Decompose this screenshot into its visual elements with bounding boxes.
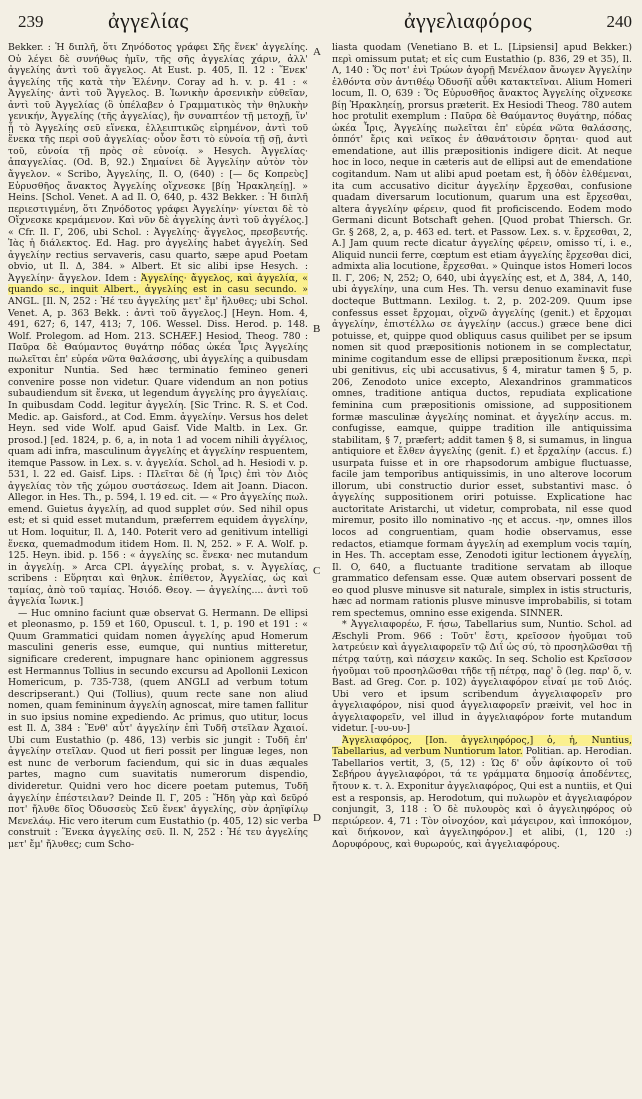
margin-letter-c: C — [313, 565, 321, 577]
highlighted-passage-angelies: Ἀγγελίης· ἄγγελος, καὶ ἀγγελία, « quando sc., inquit Albert., ἀγγελίης est in casu secundo. » — [8, 272, 308, 296]
left-entry-paragraph-1 — [8, 42, 308, 608]
highlighted-headword-angeliaphoros: Ἀγγελιαφόρος, [Ion. ἀγγελιηφόρος,] ὁ, ἡ, Nuntius, Tabellarius, ad verbum Nuntiorum lator. — [332, 734, 632, 758]
left-column — [8, 42, 308, 1094]
left-entry-paragraph-2: — Huc omnino faciunt quæ observat G. Hermann. De ellipsi et pleonasmo, p. 159 et 160, Opuscul. t. 1, p. 190 et 191 : « Quum Grammatici quidam nomen ἀγγελίης apud Homerum masculini generis esse, eumque, qui nuntius mitteretur, significare crederent, impugnare hanc opinionem aggressus est Hermannus Tollius in secundo excursu ad Apollonii Lexicon Homericum, p. 735-738, (quem ANGLI ad verbum totum descripserant.) Qui (Tollius), quum recte sane non aliud nomen, quam femininum ἀγγελίη agnoscat, mire tamen fallitur in suo ipsius nomine expediendo. Ac primus, quo utitur, locus est Il. Δ, 384 : Ἔνθ' αὖτ' ἀγγελίην ἐπὶ Τυδῆ στεῖλαν Ἀχαιοί. Ubi cum Eustathio (p. 486, 13) verbis sic jungit : Τυδῆ ἐπ' ἀγγελίην στεῖλαν. Quod ut fieri possit per linguæ leges, non est nunc de verborum faciendum, qui sic in duas æquales partes, magno cum suavitatis numerorum dispendio, divideretur. Quidni vero hoc dicere poetam putemus, Τυδῆ ἀγγελίην ἐπέστειλαν? Deinde Il. Γ, 205 : Ἤδη γὰρ καὶ δεῦρό ποτ' ἤλυθε δῖος Ὀδυσσεὺς Σεῦ ἕνεκ' ἀγγελίης, σὺν ἀρηϊφίλῳ Μενελάῳ. Hic vero iterum cum Eustathio (p. 405, 12) sic verba construit : Ἕνεκα ἀγγελίης σεῦ. Il. N, 252 : Ἠέ τευ ἀγγελίης μετ' ἔμ' ἤλυθες; cum Scho- — [8, 607, 308, 850]
left-page-number: 239 — [18, 12, 44, 31]
entry-angeliaphoros-text: Politian. ap. Herodian. Tabellarios vertit, 3, (5, 12) : Ὡς δ' οὖν ἀφίκοντο οἱ τοῦ Σεβήρου ἀγγελιαφόροι, τά τε γράμματα δημοσίᾳ ἀποδέντες, ἤτουν κ. τ. λ. Exponitur ἀγγελιαφόρος, Qui est a nuntiis, et Qui est a responsis, ap. Herodotum, qui πυλωρὸν et ἀγγελιαφόρον conjungit, 3, 118 : Ὁ δὲ πυλουρὸς καὶ ὁ ἀγγελιηφόρος οὐ περιώρεον. 4, 71 : Τὸν οἰνοχόον, καὶ μάγειρον, καὶ ἱπποκόμον, καὶ διήκονον, καὶ ἀγγελιηφόρον.] et alibi, (1, 120 :) Δορυφόρους, καὶ θυρωρούς, καὶ ἀγγελιαφόρους. — [332, 746, 632, 850]
right-column — [332, 42, 632, 1094]
entry-angeliaphoreo: * Ἀγγελιαφορέω, F. ήσω, Tabellarius sum, Nuntio. Schol. ad Æschyli Prom. 966 : Τοῦτ' ἔστι, κρεῖσσον ἡγοῦμαι τοῦ λατρεύειν καὶ ἀγγελιαφορεῖν τῷ Διΐ ὡς σύ, τὸ προσηλῶσθαι τῇ πέτρᾳ ταύτῃ, καὶ πάσχειν κακῶς. In seq. Scholio est Κρεῖσσον ἡγοῦμαι τοῦ προσηλῶσθαι τῆδε τῇ πέτρᾳ, παρ' ὃ (leg. παρ' ὅ, v. Bast. ad Greg. Cor. p. 102) ἀγγελιαφόρον εἶναί με τοῦ Διός. Ubi vero et ipsum scribendum ἀγγελιαφορεῖν pro ἀγγελιαφόρον, nisi quod ἀγγελιαφορεῖν præivit, vel hoc in ἀγγελιαφορεῖν, vel illud in ἀγγελιαφόρον forte mutandum videtur. [-υυ-υυ-] — [332, 619, 632, 735]
entry-angeliaphoros — [332, 735, 632, 850]
left-entry-text-continued: ANGL. [Il. N, 252 : Ἠέ τευ ἀγγελίης μετ' ἔμ' ἤλυθες; ubi Schol. Venet. A, p. 363 Bekk. : ἀντὶ τοῦ ἄγγελος.] [Heyn. Hom. 4, 491, 627; 6, 147, 413; 7, 106. Wessel. Diss. Herod. p. 148. Wolf. Prolegom. ad Hom. 213. SCHÆF.] Hesiod. Theog. 780 : Παῦρα δὲ Θαύμαντος θυγάτηρ πόδας ὠκέα Ἶρις Ἀγγελίης πωλεῖται ἐπ' εὐρέα νῶτα θαλάσσης, ubi ἀγγελίης a quibusdam exponitur Nuntia. Sed hæc terminatio femineo generi convenire posse non videtur. Quare videndum an non potius subaudiendum sit ἕνεκα, ut legendum ἀγγελίης pro ἀγγελίαις. In quibusdam Codd. legitur ἀγγελίη. [Sic Trinc. R. S. et Cod. Medic. ap. Gaisford., at Cod. Emm. ἀγγελίην. Versus hos delet Heyn. sed vide Wolf. apud Gaisf. Vide Maltb. in Lex. Gr. prosod.] [ed. 1824, p. 6, a, in nota 1 ad vocem nihili ἀγγέλιος, quam adi infra, masculinum ἀγγελίης et ἀγγελίην respuentem, itemque Passow. in Lex. s. v. ἀγγελία. Schol. ad h. Hesiodi v. p. 531, l. 22 ed. Gaisf. Lips. : Πλεῖται δὲ (ἡ Ἶρις) ἐπὶ τὸν Διὸς ἀγγελίας τὸν τῆς χώμου συστάσεως. Idem ait Joann. Diacon. Allegor. in Hes. Th., p. 594, l. 19 ed. cit. — « Pro ἀγγελίης πωλ. emend. Guietus ἀγγελίῃ, ad quod supplet σύν. Sed nihil opus est; et si quid esset mutandum, præferrem equidem ἀγγελίην, ut Hom. loquitur, Il. Δ, 140. Poterit vero ad genitivum intelligi ἕνεκα, quemadmodum itidem Hom. Il. N, 252. » F. A. Wolf. p. 125. Heyn. ibid. p. 156 : « ἀγγελίης sc. ἕνεκα· nec mutandum in ἀγγελίῃ. » Arca CPl. ἀγγελίης probat, s. v. Ἀγγελίας, scribens : Εὕρηται καὶ θηλυκ. ἐπίθετον, Ἀγγελίας, ὡς καὶ ταμίας, ἀπὸ τοῦ ταμίας. Ἡσιόδ. Θεογ. — ἀγγελίης.... ἀντὶ τοῦ ἀγγελία Ἰωνικ.] — [8, 296, 308, 608]
right-headword: ἀγγελιαφόρος — [404, 8, 533, 33]
left-entry-text: Bekker. : Ἡ διπλῆ, ὅτι Ζηνόδοτος γράφει Σῆς ἕνεκ' ἀγγελίης. Οὐ λέγει δὲ συνήθως ἡμῖν, τῆς σῆς ἀγγελίας χάριν, ἀλλ' ἀγγελίης ἀντὶ τοῦ ἄγγελος. At Eust. p. 405, Il. 12 : Ἕνεκ' ἀγγελίης τῆς κατὰ τὴν Ἑλένην. Coray ad h. v. p. 41 : « Ἀγγελίης· ἀντὶ τοῦ Ἄγγελος. Β. Ἰωνικὴν ἀρσενικὴν εὐθεῖαν, ἀντὶ τοῦ Ἀγγελίας (ὃ ὑπέλαβεν ὁ Γραμματικὸς τὴν θηλυκὴν γενικήν, Ἀγγελίης (τῆς ἀγγελίας), ἣν συναπτέον τῇ μετοχῇ, ἵν' ᾖ τὸ Ἀγγελίης σεῦ εἵνεκα, ἐλλειπτικῶς εἰρημένον, ἀντὶ τοῦ ἕνεκα τῆς περὶ σοῦ ἀγγελίας· οὗον ἔστι τὸ εὐνοία τῇ σῇ, ἀντὶ τοῦ, εὐνοία τῇ πρὸς σὲ εὐνοίᾳ. » Hesych. Ἀγγελίας· ἀπαγγελίας. (Od. B, 92.) Σημαίνει δὲ Ἀγγελίην αὐτὸν τὸν ἄγγελον. « Scribo, Ἀγγελίης, Il. O, (640) : [— δς Κοπρεὺς] Εὐρυσθῆος ἄνακτος Ἀγγελίης οἴχνεσκε [βίῃ Ἡρακληείῃ]. » Heins. [Schol. Venet. A ad Il. O, 640, p. 432 Bekker. : Ἡ διπλῆ περιεστιγμένη, ὅτι Ζηνόδοτος γράφει Ἀγγελίην· γίνεται δὲ τὸ Οἴχνεσκε κρεμάμενον. Καὶ νῦν δὲ ἀγγελίης ἀντὶ τοῦ ἀγγέλος.] « Cfr. Il. Γ, 206, ubi Schol. : Ἀγγελίης· ἄγγελος, πρεσβευτής. Ἰὰς ἡ διάλεκτος. Ed. Hag. pro ἀγγελίης habet ἀγγελίη. Sed ἀγγελίην rectius servaveris, casu quarto, sæpe apud Poetam obvio, ut Il. Δ, 384. » Albert. Et sic alibi ipse Hesych. : Ἀγγελίην· ἄγγελον. Idem : — [8, 42, 308, 284]
margin-letter-d: D — [313, 812, 321, 824]
left-headword: ἀγγελίας — [108, 8, 189, 33]
margin-letter-a: A — [313, 46, 321, 58]
right-entry-paragraph-1: liasta quodam (Venetiano B. et L. [Lipsiensi] apud Bekker.) περὶ omissum putat; et εἰς cum Eustathio (p. 836, 29 et 35), Il. Λ, 140 : Ὅς ποτ' ἐνὶ Τρώων ἀγορῇ Μενέλαον ἄνωγεν Ἀγγελίην ἐλθόντα σὺν ἀντιθέῳ Ὀδυσῆϊ αὖθι κατακτεῖναι. Alium Homeri locum, Il. O, 639 : Ὅς Εὐρυσθῆος ἄνακτος Ἀγγελίης οἴχνεσκε βίῃ Ἡρακληείῃ, prorsus præterit. Ex Hesiodi Theog. 780 autem hoc protulit exemplum : Παῦρα δὲ Θαύμαντος θυγάτηρ, πόδας ὠκέα Ἶρις, Ἀγγελίης πωλεῖται ἐπ' εὐρέα νῶτα θαλάσσης, ὁππότ' ἔρις καὶ νεῖκος ἐν ἀθανάτοισιν ὄρηται· quod aut emendatione, aut illis præpositionis indigere dicit. At neque hoc in loco, neque in cæteris aut de ellipsi aut de emendatione cogitandum. Nam ut alibi apud poetam est, ἢ ὁδὸν ἐλθέμεναι, ita cum accusativo dicitur ἀγγελίην ἔρχεσθαι, confusione quadam diversarum locutionum, quarum una est ἔρχεσθαι, altera ἀγγελίην φέρειν, quod fit proficiscendo. Eodem modo Germani dicunt Botschaft gehen. [Quod probat Thiersch. Gr. Gr. § 268, 2, a, p. 463 ed. tert. et Passow. Lex. s. v. ἔρχεσθαι, 2, A.] Jam quum recte dicatur ἀγγελίης φέρειν, omisso τί, i. e., Aliquid nuncii ferre, cœptum est etiam ἀγγελίης ἔρχεσθαι dici, admixta alia locutione, ἔρχεσθαι. » Quinque istos Homeri locos Il. Γ, 206; N, 252; O, 640, ubi ἀγγελίης est, et Δ, 384, Λ, 140, ubi ἀγγελίην, una cum Hes. Th. versu denuo examinavit fuse docteque Buttmann. Lexilog. t. 2, p. 202-209. Quum ipse confessus esset ἔρχομαι, οἴχνῶ ἀγγελίης (genit.) et ἔρχομαι ἀγγελίην, ἐπιστέλλω σε ἀγγελίην (accus.) græce bene dici potuisse, et, quippe quod obliquus casus quilibet per se ipsum nomen sit quod præpositionis notionem in se complectatur, minime cogitandum esse de ellipsi præpositionum ἕνεκα, περὶ ubi genitivus, εἰς ubi accusativus, § 4, miratur tamen § 5, p. 206, Zenodoto unice excepto, Alexandrinos grammaticos omnes, traditione antiqua ductos, repudiata explicatione feminina cum præpositionis omissione, ad suppositionem formæ masculinæ ἀγγελίης nominat. et ἀγγελίην accus. m. confugisse, eamque, quippe tradition ille antiquissima stabilitam, § 7, præfert; addit tamen § 8, si sumamus, in lingua antiquiore et ἔλθεν ἀγγελίης (genit. f.) et ἔρχαλίην (accus. f.) usurpata fuisse et in ore rhapsodorum ambigue fluctuasse, facile jam temporibus antiquissimis, in uno alterove locorum illorum, ubi constructio durior esset, substantivi masc. ὁ ἀγγελίης suppositionem oriri potuisse. Explicatione hac auctoritate Aristarchi, ut videtur, comprobata, nil esse quod miremur, posito illo nominativo -ης et accus. -ην, omnes illos locos ad congruentiam, quam hodie observamus, esse redactos, etiamque formam ἀγγελίη ad exemplum vocis ταμίη, in Hes. Th. acceptam esse, Zenodoti igitur lectionem ἀγγελίῃ, Il. O, 640, a fluctuante traditione servatam ab illoque grammatico defensam esse. Quæ autem observari possent de eo quod plusve minusve sit naturale, simplex in istis structuris, hæc ad normam rationis plusve minusve improbabilis, si totam rem spectemus, omnino esse exigenda. SINNER. — [332, 42, 632, 619]
right-page-number: 240 — [606, 12, 632, 31]
margin-letter-b: B — [313, 323, 321, 335]
page-header — [0, 6, 642, 36]
